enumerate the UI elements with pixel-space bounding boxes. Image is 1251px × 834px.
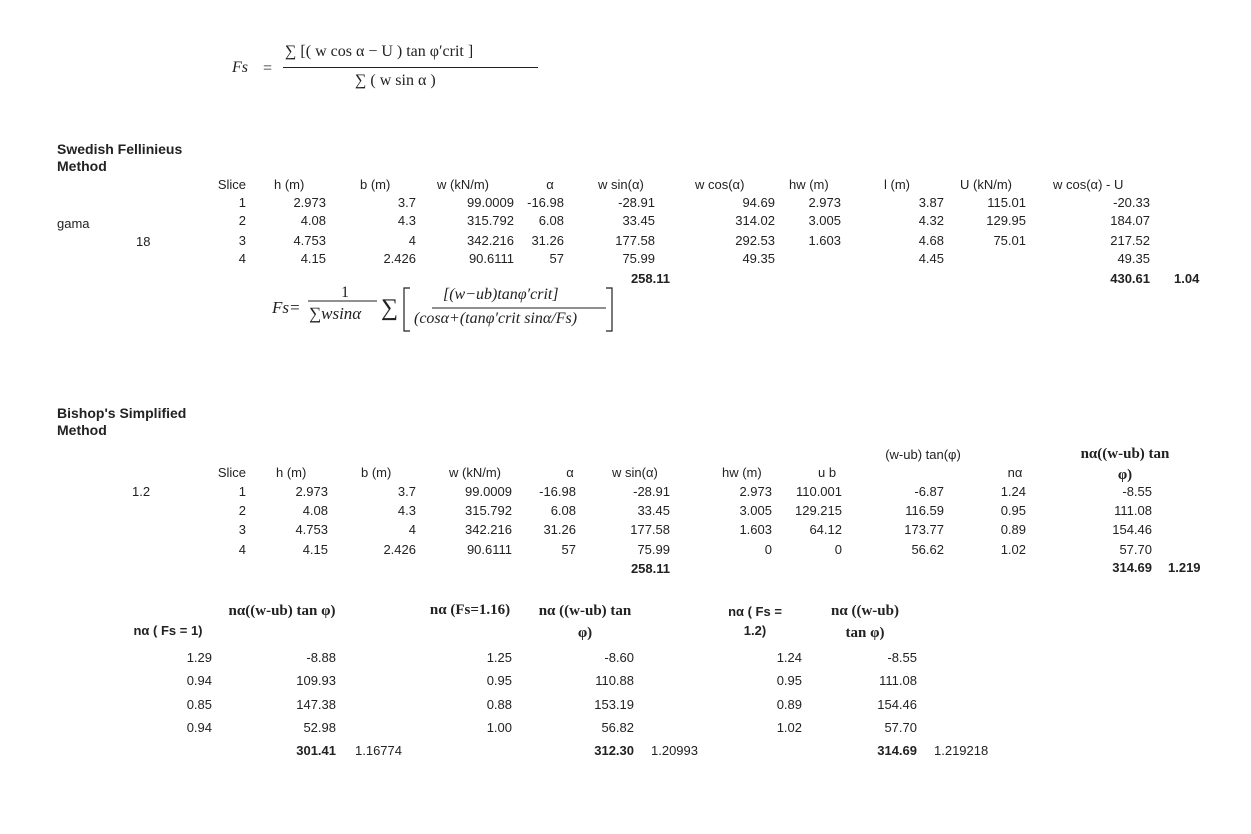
iteration-n-cell: 1.00 — [486, 720, 512, 735]
swedish-cell: 4.08 — [300, 213, 326, 228]
iteration-v-cell: 153.19 — [594, 697, 634, 712]
bishop-header-cell: nα — [1007, 465, 1023, 480]
swedish-cell: 4 — [238, 251, 246, 266]
iteration-n-header: nα ( Fs = 1) — [133, 623, 203, 638]
swedish-cell: 6.08 — [538, 213, 564, 228]
iteration-n-cell: 0.95 — [776, 673, 802, 688]
swedish-cell: 129.95 — [986, 213, 1026, 228]
bishop-cell: 2.973 — [295, 484, 328, 499]
bishop-header-cell: w (kN/m) — [449, 465, 501, 480]
iteration-fs: 1.20993 — [651, 743, 698, 758]
iteration-v-cell: -8.60 — [604, 650, 634, 665]
bishop-cell: 177.58 — [630, 522, 670, 537]
iteration-fs: 1.219218 — [934, 743, 989, 758]
iteration-sum: 301.41 — [296, 743, 336, 758]
swedish-cell: 4.15 — [300, 251, 326, 266]
bishop-cell: 57 — [561, 542, 576, 557]
swedish-cell: 4.32 — [918, 213, 944, 228]
swedish-cell: 49.35 — [1117, 251, 1150, 266]
bishop-cell: -28.91 — [633, 484, 670, 499]
swedish-cell: 3 — [238, 233, 246, 248]
bishop-cell: 3.7 — [397, 484, 416, 499]
swedish-header-cell: w (kN/m) — [437, 177, 489, 192]
swedish-cell: 4.68 — [918, 233, 944, 248]
bishop-cell: 4.753 — [295, 522, 328, 537]
iteration-n-header: nα (Fs=1.16) — [429, 602, 511, 618]
iteration-n-cell: 0.94 — [186, 673, 212, 688]
bishop-fs-guess: 1.2 — [132, 484, 151, 499]
swedish-header-cell: hw (m) — [789, 177, 829, 192]
iteration-v-cell: 52.98 — [303, 720, 336, 735]
swedish-cell: 99.0009 — [467, 195, 514, 210]
swedish-cell: 217.52 — [1110, 233, 1150, 248]
bishop-cell: 110.001 — [795, 484, 842, 499]
formula2-inner-denominator: (cosα+(tanφ′crit sinα/Fs) — [414, 310, 578, 327]
bishop-cell: -16.98 — [539, 484, 576, 499]
iteration-v-cell: 154.46 — [877, 697, 917, 712]
iteration-v-cell: -8.55 — [887, 650, 917, 665]
iteration-v-cell: 109.93 — [296, 673, 336, 688]
iteration-n-cell: 0.95 — [486, 673, 512, 688]
bishop-cell: 99.0009 — [465, 484, 512, 499]
bishop-cell: 0.89 — [1000, 522, 1026, 537]
iteration-fs: 1.16774 — [355, 743, 402, 758]
bishop-cell: 57.70 — [1119, 542, 1152, 557]
swedish-header-cell: l (m) — [884, 177, 910, 192]
formula2-sigma: ∑ — [381, 295, 399, 321]
swedish-cell: 75.99 — [622, 251, 655, 266]
bishop-method-title: Bishop's Simplified Method — [57, 405, 187, 438]
bishop-header-cell: u b — [818, 465, 837, 480]
bishop-header-cell: (w-ub) tan(φ) — [885, 447, 961, 462]
bishop-cell: 1.24 — [1000, 484, 1026, 499]
bishop-header-cell: Slice — [217, 465, 246, 480]
bishop-cell: 64.12 — [809, 522, 842, 537]
iteration-v-cell: 56.82 — [601, 720, 634, 735]
bishop-header-cell: w sin(α) — [612, 465, 658, 480]
bishop-cell: 33.45 — [637, 503, 670, 518]
bishop-cell: 3 — [238, 522, 246, 537]
bishop-cell: 116.59 — [905, 503, 944, 518]
bishop-header-cell: nα((w-ub) tan φ) — [1080, 446, 1170, 483]
swedish-cell: 4 — [408, 233, 416, 248]
bishop-cell: 3.005 — [739, 503, 772, 518]
swedish-cell: 3.005 — [808, 213, 841, 228]
iteration-v-cell: -8.88 — [306, 650, 336, 665]
bishop-cell: 1.603 — [739, 522, 772, 537]
formula-numerator: ∑ [( w cos α − U ) tan φ′crit ] — [285, 43, 474, 60]
formula-lhs: Fs — [232, 59, 248, 76]
iteration-n-cell: 1.24 — [776, 650, 802, 665]
bishop-cell: 56.62 — [911, 542, 944, 557]
bishop-cell: -8.55 — [1122, 484, 1152, 499]
bishop-cell: 4 — [238, 542, 246, 557]
swedish-cell: 315.792 — [467, 213, 514, 228]
swedish-cell: 115.01 — [987, 195, 1026, 210]
bishop-header-cell: b (m) — [361, 465, 392, 480]
iteration-n-cell: 0.85 — [186, 697, 212, 712]
swedish-sum-wcos-u: 430.61 — [1110, 271, 1150, 286]
bishop-cell: 315.792 — [465, 503, 512, 518]
formula-denominator: ∑ ( w sin α ) — [355, 72, 436, 89]
swedish-header-cell: b (m) — [360, 177, 391, 192]
iteration-v-header: nα ((w-ub) tan φ) — [831, 603, 899, 641]
swedish-cell: -16.98 — [527, 195, 564, 210]
swedish-cell: 33.45 — [622, 213, 655, 228]
bishop-cell: 4.3 — [397, 503, 416, 518]
bishop-cell: 6.08 — [550, 503, 576, 518]
swedish-cell: 184.07 — [1110, 213, 1150, 228]
iteration-n-cell: 1.29 — [186, 650, 212, 665]
bishop-cell: 2.426 — [383, 542, 416, 557]
iteration-n-cell: 1.25 — [486, 650, 512, 665]
bishop-cell: 1 — [238, 484, 246, 499]
swedish-cell: -28.91 — [618, 195, 655, 210]
swedish-cell: 2.973 — [808, 195, 841, 210]
swedish-cell: 49.35 — [742, 251, 775, 266]
swedish-cell: 3.7 — [397, 195, 416, 210]
iteration-sum: 312.30 — [594, 743, 634, 758]
swedish-cell: 94.69 — [742, 195, 775, 210]
iteration-n-header: nα ( Fs = 1.2) — [728, 604, 782, 638]
bishop-cell: 0.95 — [1000, 503, 1026, 518]
iteration-n-cell: 0.94 — [186, 720, 212, 735]
swedish-cell: 2.426 — [383, 251, 416, 266]
bishop-cell: 2 — [238, 503, 246, 518]
bishop-sum-last: 314.69 — [1112, 560, 1152, 575]
bishop-cell: 2.973 — [739, 484, 772, 499]
swedish-cell: 2 — [238, 213, 246, 228]
swedish-header-cell: w cos(α) - U — [1053, 177, 1124, 192]
gama-value: 18 — [136, 234, 151, 249]
bishop-header-cell: α — [566, 465, 574, 480]
swedish-fs: 1.04 — [1174, 271, 1200, 286]
bishop-cell: 342.216 — [465, 522, 512, 537]
swedish-cell: 2.973 — [293, 195, 326, 210]
swedish-cell: 177.58 — [615, 233, 655, 248]
iteration-v-cell: 111.08 — [879, 673, 917, 688]
formula2-lhs: Fs= — [272, 298, 301, 317]
swedish-header-cell: w sin(α) — [598, 177, 644, 192]
swedish-cell: 1 — [238, 195, 246, 210]
swedish-method-title: Swedish Fellinieus Method — [57, 141, 183, 174]
swedish-header-cell: α — [546, 177, 554, 192]
bishop-cell: 129.215 — [795, 503, 842, 518]
swedish-cell: -20.33 — [1113, 195, 1150, 210]
bishop-cell: 4.08 — [302, 503, 328, 518]
swedish-cell: 4.3 — [397, 213, 416, 228]
iteration-v-cell: 147.38 — [296, 697, 336, 712]
swedish-cell: 3.87 — [918, 195, 944, 210]
bishop-cell: 4.15 — [302, 542, 328, 557]
swedish-cell: 4.753 — [293, 233, 326, 248]
swedish-cell: 342.216 — [467, 233, 514, 248]
swedish-cell: 4.45 — [918, 251, 944, 266]
swedish-header-cell: U (kN/m) — [960, 177, 1012, 192]
iteration-v-header: nα ((w-ub) tan φ) — [538, 603, 632, 641]
swedish-cell: 57 — [549, 251, 564, 266]
swedish-cell: 75.01 — [993, 233, 1026, 248]
formula2-inner-numerator: [(w−ub)tanφ′crit] — [443, 286, 559, 303]
bishop-cell: 154.46 — [1112, 522, 1152, 537]
bishop-cell: 173.77 — [904, 522, 944, 537]
iteration-n-cell: 1.02 — [776, 720, 802, 735]
gama-label: gama — [57, 216, 90, 231]
iteration-n-cell: 0.88 — [486, 697, 512, 712]
swedish-cell: 90.6111 — [468, 251, 514, 266]
formula2-denominator: ∑wsinα — [309, 304, 362, 323]
swedish-cell: 31.26 — [531, 233, 564, 248]
bishop-cell: 90.6111 — [466, 542, 512, 557]
iteration-v-cell: 57.70 — [884, 720, 917, 735]
bishop-cell: 4 — [408, 522, 416, 537]
iteration-v-cell: 110.88 — [595, 673, 634, 688]
iteration-n-cell: 0.89 — [776, 697, 802, 712]
formula2-one: 1 — [341, 284, 349, 301]
swedish-header-cell: Slice — [217, 177, 246, 192]
bishop-fs: 1.219 — [1168, 560, 1201, 575]
swedish-sum-wsin: 258.11 — [630, 271, 670, 286]
bishop-header-cell: hw (m) — [722, 465, 762, 480]
bishop-header-cell: h (m) — [276, 465, 307, 480]
bishop-cell: 0 — [764, 542, 772, 557]
formula-equals: = — [263, 60, 273, 77]
bishop-cell: 111.08 — [1114, 503, 1152, 518]
iteration-v-header: nα((w-ub) tan φ) — [228, 603, 336, 619]
bishop-cell: 0 — [834, 542, 842, 557]
bishop-cell: 75.99 — [637, 542, 670, 557]
iteration-sum: 314.69 — [877, 743, 917, 758]
swedish-header-cell: w cos(α) — [695, 177, 745, 192]
swedish-cell: 314.02 — [735, 213, 775, 228]
bishop-sum-wsin: 258.11 — [630, 561, 670, 576]
bishop-cell: 31.26 — [543, 522, 576, 537]
bishop-cell: -6.87 — [914, 484, 944, 499]
swedish-header-cell: h (m) — [274, 177, 305, 192]
bishop-cell: 1.02 — [1000, 542, 1026, 557]
swedish-cell: 1.603 — [808, 233, 841, 248]
swedish-cell: 292.53 — [735, 233, 775, 248]
